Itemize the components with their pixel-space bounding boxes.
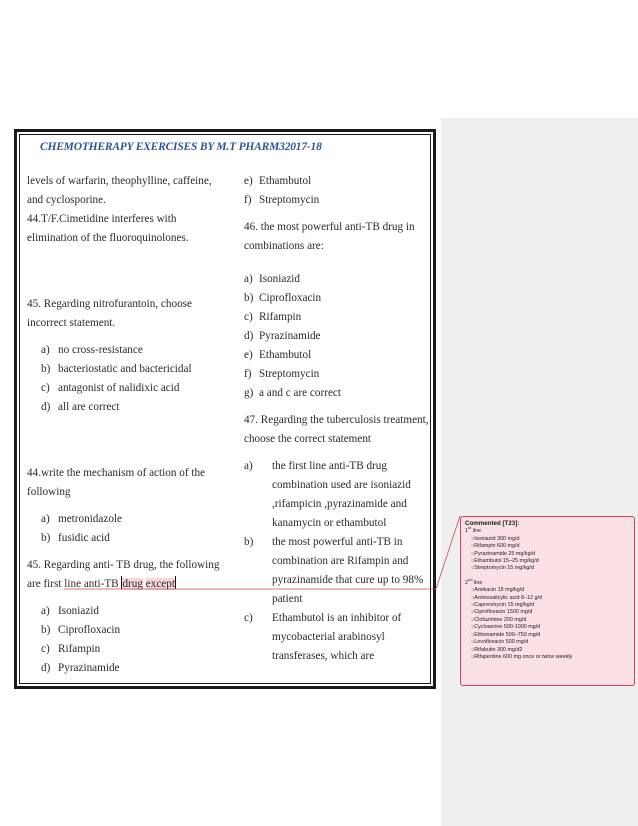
comment-pane bbox=[441, 118, 638, 826]
commented-text[interactable]: except bbox=[145, 578, 175, 590]
comment-list-item: ○Ethambutol 15–25 mg/kg/d bbox=[471, 558, 539, 565]
comment-list-item: ○Ciprofloxacin 1500 mg/d bbox=[471, 609, 533, 616]
question-45-antitb-stem[interactable]: 45. Regarding anti- TB drug, the following are first line anti-TB drug except bbox=[27, 559, 220, 590]
comment-list-item: ○Rifampin 600 mg/d bbox=[471, 543, 520, 550]
comment-list-item: ○Cycloserine 500-1000 mg/d bbox=[471, 624, 541, 631]
text-cursor bbox=[175, 576, 176, 589]
comment-list-item: ○Levofloxacin 500 mg/d bbox=[471, 639, 529, 646]
option-item[interactable]: a) Isoniazid bbox=[244, 273, 301, 285]
question-45-continued-options bbox=[244, 172, 440, 210]
question-47-options bbox=[244, 457, 440, 666]
page-header-title: CHEMOTHERAPY EXERCISES BY M.T PHARM32017-18 bbox=[40, 141, 322, 153]
paragraph-continuation[interactable]: levels of warfarin, theophylline, caffeine, and cyclosporine. bbox=[27, 175, 212, 206]
commented-text[interactable]: drug bbox=[122, 578, 143, 590]
option-item[interactable]: d) all are correct bbox=[41, 401, 120, 413]
comment-list-item: ○Rifabutin 300 mg/d2 bbox=[471, 646, 523, 653]
option-item[interactable]: a) Isoniazid bbox=[41, 605, 100, 617]
comment-list-item: ○Streptomycin 15 mg/kg/d bbox=[471, 565, 534, 572]
option-item[interactable]: e) Ethambutol bbox=[244, 349, 312, 361]
option-item[interactable]: c) Rifampin bbox=[244, 311, 302, 323]
comment-balloon[interactable] bbox=[460, 516, 635, 686]
question-44-write-options bbox=[27, 510, 227, 548]
comment-list-item: ○Rifapentine 600 mg once or twice weekly bbox=[471, 653, 573, 660]
comment-list-item: ○Capreomycin 15 mg/kg/d bbox=[471, 602, 535, 609]
option-item[interactable]: a) metronidazole bbox=[41, 513, 122, 525]
question-44-write-stem[interactable]: 44.write the mechanism of action of the following bbox=[27, 467, 206, 498]
option-item[interactable]: b) bacteriostatic and bactericidal bbox=[41, 363, 192, 375]
option-item[interactable]: b) the most powerful anti-TB in combination are Rifampin and pyrazinamide that cure up to 98% patient bbox=[244, 536, 424, 605]
comment-list-item: ○Pyrazinamide 25 mg/kg/d bbox=[471, 550, 536, 557]
option-item[interactable]: c) Rifampin bbox=[41, 643, 101, 655]
option-item[interactable]: g) a and c are correct bbox=[244, 387, 341, 399]
question-45-nitrofurantoin-options bbox=[27, 341, 227, 417]
comment-title: Commented [T23]: bbox=[465, 520, 520, 527]
question-45-antitb-options bbox=[27, 602, 227, 678]
option-item[interactable]: b) Ciprofloxacin bbox=[244, 292, 322, 304]
option-item[interactable]: a) the first line anti-TB drug combination used are isoniazid ,rifampicin ,pyrazinamide and kanamycin or ethambutol bbox=[244, 460, 411, 529]
right-column bbox=[244, 172, 440, 666]
comment-first-line-heading: 1st line bbox=[465, 525, 482, 535]
option-item[interactable]: c) antagonist of nalidixic acid bbox=[41, 382, 180, 394]
option-item[interactable]: d) Pyrazinamide bbox=[41, 662, 120, 674]
option-item[interactable]: d) Pyrazinamide bbox=[244, 330, 321, 342]
option-item[interactable]: a) no cross-resistance bbox=[41, 344, 143, 356]
option-item[interactable]: f) Streptomycin bbox=[244, 368, 320, 380]
question-44-tf[interactable]: 44.T/F.Cimetidine interferes with elimination of the fluoroquinolones. bbox=[27, 213, 189, 244]
comment-list-item: ○Aminosalicylic acid 8–12 g/d bbox=[471, 594, 542, 601]
option-item[interactable]: b) fusidic acid bbox=[41, 532, 110, 544]
comment-second-line-heading: 2nd line bbox=[465, 577, 483, 586]
question-46-options bbox=[244, 270, 440, 403]
option-item[interactable]: c) Ethambutol is an inhibitor of mycobacterial arabinosyl transferases, which are bbox=[244, 612, 402, 662]
question-45-nitrofurantoin-stem[interactable]: 45. Regarding nitrofurantoin, choose incorrect statement. bbox=[27, 298, 192, 329]
left-column bbox=[27, 172, 227, 678]
option-item[interactable]: e) Ethambutol bbox=[244, 175, 312, 187]
comment-list-item: ○Isoniazid 300 mg/d bbox=[471, 535, 520, 542]
comment-list-item: ○Ethionamide 500–750 mg/d bbox=[471, 631, 541, 638]
comment-list-item: ○Clofazimine 200 mg/d bbox=[471, 616, 527, 623]
question-47-stem[interactable]: 47. Regarding the tuberculosis treatment, choose the correct statement bbox=[244, 414, 429, 445]
comment-list-item: ○Amikacin 15 mg/kg/d bbox=[471, 587, 525, 594]
option-item[interactable]: f) Streptomycin bbox=[244, 194, 320, 206]
question-46-stem[interactable]: 46. the most powerful anti-TB drug in combinations are: bbox=[244, 221, 415, 252]
option-item[interactable]: b) Ciprofloxacin bbox=[41, 624, 121, 636]
